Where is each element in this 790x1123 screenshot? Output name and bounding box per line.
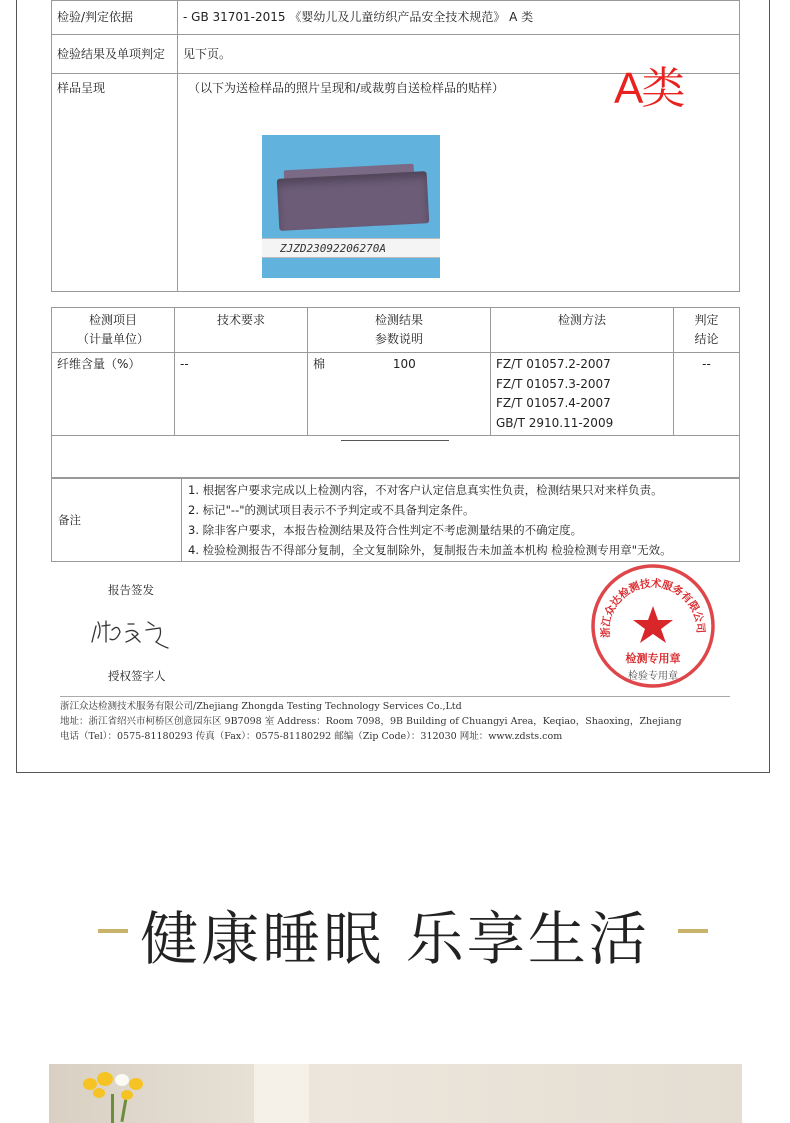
lifestyle-photo bbox=[49, 1064, 742, 1123]
header-result: 检测结果 参数说明 bbox=[308, 308, 491, 353]
header-method: 检测方法 bbox=[491, 308, 674, 353]
notes-table bbox=[51, 478, 740, 562]
method-3: FZ/T 01057.4-2007 bbox=[496, 396, 611, 410]
sample-photo bbox=[262, 135, 440, 278]
daffodil-icon bbox=[115, 1074, 129, 1086]
footer-rule bbox=[60, 696, 730, 697]
note-1: 1. 根据客户要求完成以上检测内容，不对客户认定信息真实性负责，检测结果只对来样负责。 bbox=[188, 483, 663, 497]
row-component: 棉 bbox=[313, 357, 326, 371]
sample-label: 样品呈现 bbox=[52, 74, 178, 292]
footer-contact: 电话（Tel）：0575-81180293 传真（Fax）：0575-81180292 邮编（Zip Code）：312030 网址：www.zdsts.com bbox=[60, 731, 563, 742]
report-sign-label: 报告签发 bbox=[108, 583, 154, 597]
header-conclusion: 判定 结论 bbox=[674, 308, 740, 353]
row-result bbox=[308, 353, 491, 436]
header-item: 检测项目 （计量单位） bbox=[52, 308, 175, 353]
method-4: GB/T 2910.11-2009 bbox=[496, 415, 614, 430]
result-label: 检验结果及单项判定 bbox=[52, 35, 178, 74]
daffodil-icon bbox=[93, 1088, 105, 1098]
table-end-line bbox=[341, 440, 449, 441]
slogan: 健康睡眠 乐享生活 bbox=[140, 905, 650, 973]
notes-list bbox=[182, 479, 740, 562]
flower-stem bbox=[111, 1094, 114, 1123]
row-methods bbox=[491, 353, 674, 436]
sample-tag: ZJZD23092206270A bbox=[262, 238, 440, 258]
result-value: 见下页。 bbox=[178, 35, 740, 74]
grade-mark: A类 bbox=[614, 64, 684, 113]
row-requirement: -- bbox=[175, 353, 308, 436]
row-item: 纤维含量（%） bbox=[52, 353, 175, 436]
note-4: 4. 检验检测报告不得部分复制，全文复制除外，复制报告未加盖本机构 检验检测专用章"无效。 bbox=[188, 543, 672, 557]
seal-star-icon bbox=[633, 606, 673, 643]
seal-center-text: 检测专用章 bbox=[625, 652, 681, 665]
sample-note-text: （以下为送检样品的照片呈现和/或裁剪自送检样品的贴样） bbox=[188, 81, 505, 95]
note-2: 2. 标记"--"的测试项目表示不予判定或不具备判定条件。 bbox=[188, 503, 475, 517]
note-3: 3. 除非客户要求，本报告检测结果及符合性判定不考虑测量结果的不确定度。 bbox=[188, 523, 583, 537]
daffodil-icon bbox=[97, 1072, 113, 1086]
daffodil-icon bbox=[129, 1078, 143, 1090]
table-row bbox=[52, 353, 740, 436]
method-1: FZ/T 01057.2-2007 bbox=[496, 357, 611, 371]
seal-overlap-text: 检验专用章 bbox=[628, 671, 678, 682]
handwritten-signature bbox=[88, 612, 178, 652]
official-seal bbox=[589, 562, 717, 690]
lamp-shade bbox=[254, 1064, 309, 1123]
footer-company: 浙江众达检测技术服务有限公司/Zhejiang Zhongda Testing Technology Services Co.,Ltd bbox=[60, 701, 462, 712]
table-empty-row bbox=[52, 436, 740, 478]
criterion-label: 检验/判定依据 bbox=[52, 1, 178, 35]
fabric-sample bbox=[277, 171, 430, 231]
daffodil-icon bbox=[121, 1090, 133, 1100]
method-2: FZ/T 01057.3-2007 bbox=[496, 376, 611, 391]
test-table bbox=[51, 307, 740, 478]
header-requirement: 技术要求 bbox=[175, 308, 308, 353]
authorized-label: 授权签字人 bbox=[108, 669, 166, 683]
row-value: 100 bbox=[392, 357, 416, 371]
notes-label: 备注 bbox=[52, 479, 182, 562]
slogan-bar-right bbox=[678, 929, 708, 933]
seal-ring-text: 浙江众达检测技术服务有限公司 bbox=[599, 577, 707, 638]
criterion-value: - GB 31701-2015 《婴幼儿及儿童纺织产品安全技术规范》 A 类 bbox=[178, 1, 740, 35]
row-conclusion: -- bbox=[674, 353, 740, 436]
wall-background bbox=[49, 1064, 742, 1123]
footer-address: 地址：浙江省绍兴市柯桥区创意园东区 9B7098 室 Address：Room 7098，9B Building of Chuangyi Area，Keqiao，Shaoxing，Zhejiang bbox=[60, 716, 682, 727]
